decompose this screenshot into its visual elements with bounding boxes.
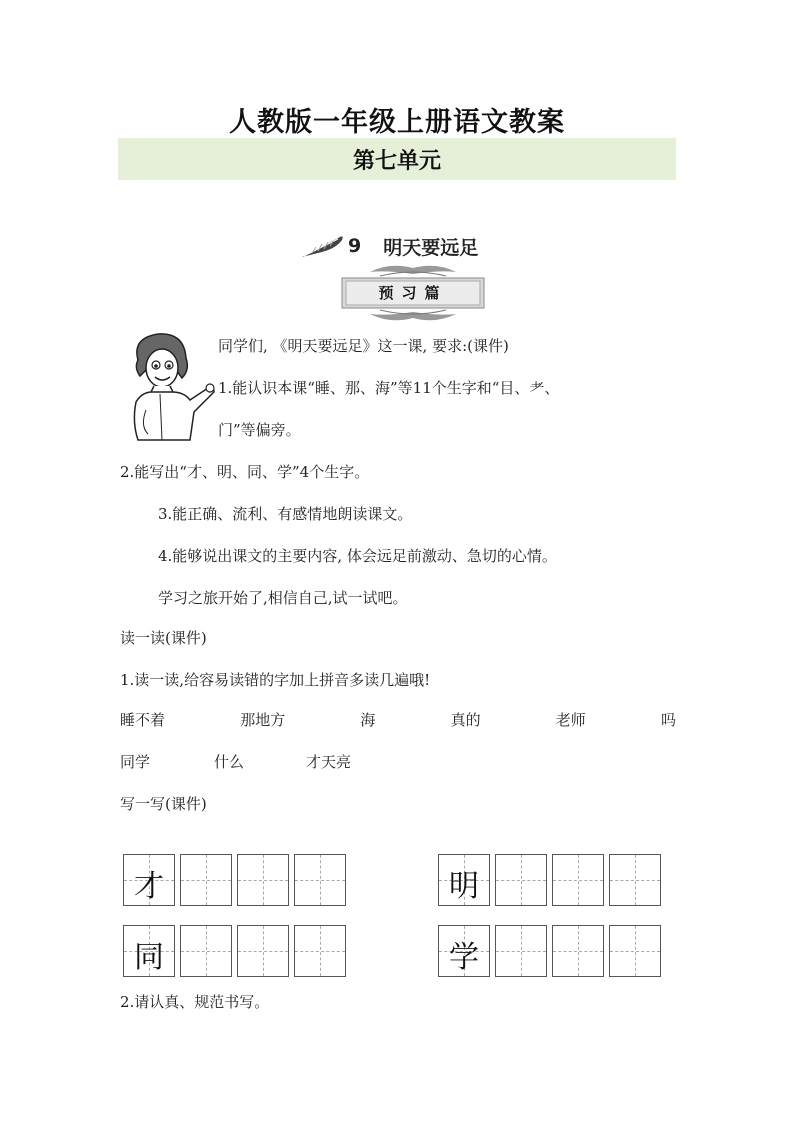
- writing-grid-cai: [123, 854, 346, 906]
- writing-grid-xue: [438, 925, 661, 977]
- word-item: 海: [360, 711, 376, 729]
- word-list-row-1: [120, 710, 676, 730]
- word-item: 老师: [555, 711, 586, 729]
- document-title: 人教版一年级上册语文教案: [229, 107, 565, 138]
- goal-4: 4.能够说出课文的主要内容, 体会远足前激动、急切的心情。: [158, 547, 557, 565]
- word-item: 同学: [120, 753, 151, 771]
- writing-cell[interactable]: [180, 925, 232, 977]
- writing-cell[interactable]: [294, 925, 346, 977]
- model-character: 学: [449, 940, 479, 975]
- goal-1-line-a: 1.能认识本课“睡、那、海”等11个生字和“目、耂、: [218, 379, 560, 397]
- teacher-illustration: [118, 330, 218, 442]
- model-character: 明: [449, 869, 479, 904]
- write-instruction: 2.请认真、规范书写。: [120, 993, 270, 1011]
- writing-cell[interactable]: [123, 925, 175, 977]
- word-item: 真的: [450, 711, 481, 729]
- writing-cell[interactable]: [495, 925, 547, 977]
- writing-cell[interactable]: [495, 854, 547, 906]
- lesson-heading: [300, 228, 478, 264]
- intro-line: 同学们, 《明天要远足》这一课, 要求:(课件): [218, 337, 509, 355]
- quill-pen-icon: [300, 233, 344, 259]
- writing-grid-tong: [123, 925, 346, 977]
- word-item: 睡不着: [120, 711, 166, 729]
- writing-cell[interactable]: [438, 854, 490, 906]
- writing-cell[interactable]: [609, 854, 661, 906]
- writing-cell[interactable]: [237, 854, 289, 906]
- section-banner-text: 预习篇: [378, 284, 448, 302]
- goal-3: 3.能正确、流利、有感情地朗读课文。: [158, 505, 413, 523]
- word-item: 什么: [214, 753, 245, 771]
- writing-cell[interactable]: [180, 854, 232, 906]
- writing-cell[interactable]: [552, 925, 604, 977]
- writing-cell[interactable]: [438, 925, 490, 977]
- writing-cell[interactable]: [294, 854, 346, 906]
- writing-cell[interactable]: [552, 854, 604, 906]
- unit-title: 第七单元: [352, 149, 441, 174]
- writing-cell[interactable]: [609, 925, 661, 977]
- closing-line: 学习之旅开始了,相信自己,试一试吧。: [158, 589, 408, 607]
- writing-grid-ming: [438, 854, 661, 906]
- write-heading: 写一写(课件): [120, 795, 207, 813]
- word-item: 那地方: [240, 711, 286, 729]
- goal-1-line-b: 门”等偏旁。: [218, 421, 301, 439]
- goal-2: 2.能写出“才、明、同、学”4个生字。: [120, 463, 370, 481]
- writing-cell[interactable]: [237, 925, 289, 977]
- word-item: 才天亮: [306, 753, 352, 771]
- lesson-title: 明天要远足: [383, 236, 479, 259]
- lesson-number: 9: [348, 235, 362, 257]
- read-instruction: 1.读一读,给容易读错的字加上拼音多读几遍哦!: [120, 671, 431, 689]
- read-heading: 读一读(课件): [120, 629, 207, 647]
- model-character: 同: [134, 940, 164, 975]
- writing-cell[interactable]: [123, 854, 175, 906]
- model-character: 才: [134, 869, 164, 904]
- word-item: 吗: [660, 711, 676, 729]
